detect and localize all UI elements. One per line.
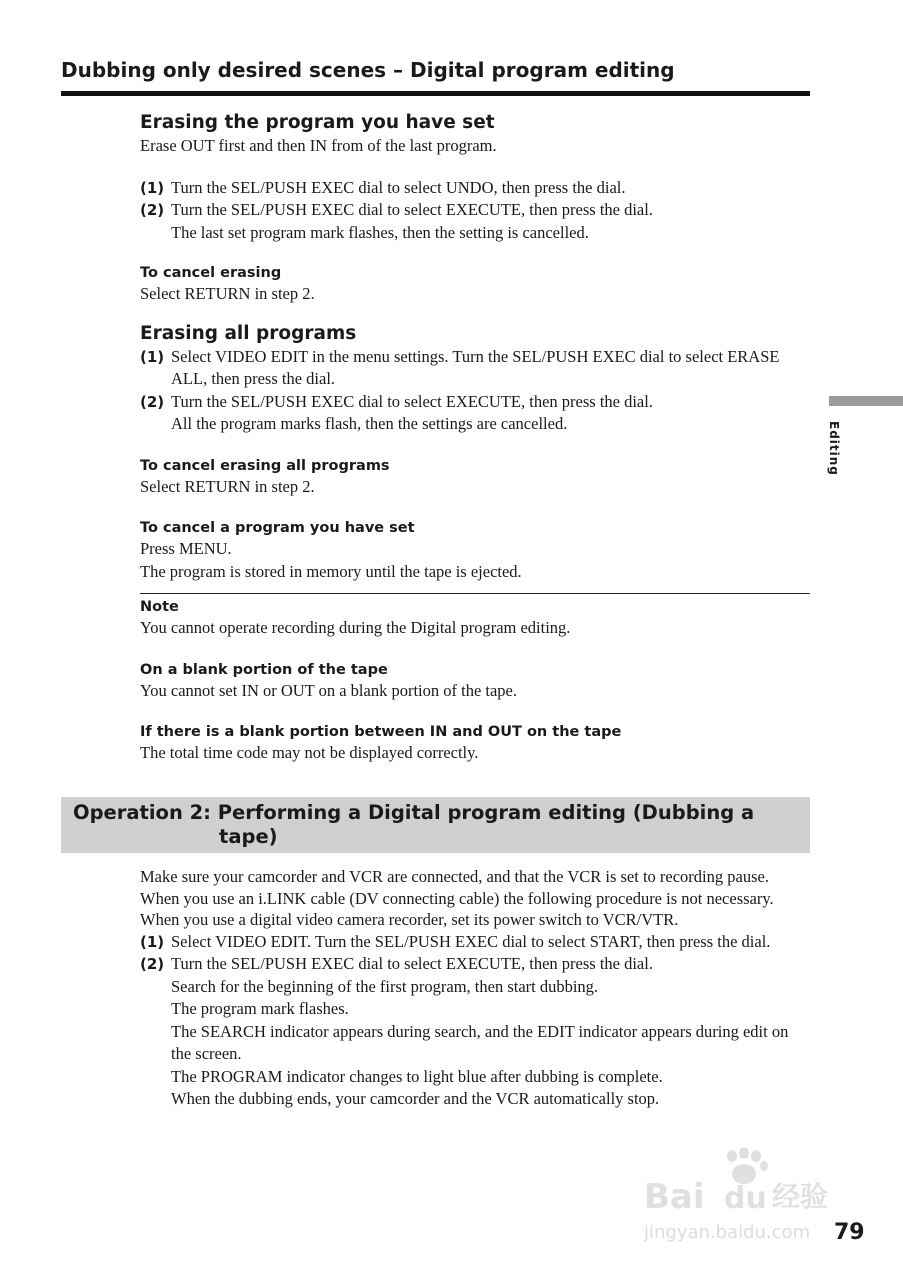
step-number: (2) <box>140 955 165 973</box>
watermark-cn: 经验 <box>772 1180 829 1213</box>
note-divider <box>140 593 810 765</box>
blank-between-heading: If there is a blank portion between IN and OUT on the tape <box>140 724 622 740</box>
erasing-program-heading: Erasing the program you have set <box>140 112 495 133</box>
watermark-brand-2: du <box>724 1181 767 1216</box>
step-text: Search for the beginning of the first program, then start dubbing. <box>171 976 599 996</box>
step-number: (1) <box>140 178 165 197</box>
step-text: Turn the SEL/PUSH EXEC dial to select UNDO, then press the dial. <box>171 177 626 197</box>
cancel-erase-all-heading: To cancel erasing all programs <box>140 457 390 474</box>
step-number: (1) <box>140 347 165 366</box>
erasing-step-2 <box>140 199 810 244</box>
operation2-content <box>140 866 810 1111</box>
step-text: The program mark flashes. <box>171 999 349 1018</box>
header-rule <box>61 91 810 96</box>
step-text: The SEARCH indicator appears during search, and the EDIT indicator appears during edit on the screen. <box>171 1021 789 1063</box>
baidu-watermark <box>640 1148 850 1248</box>
operation2-banner <box>61 797 810 853</box>
operation2-step-1 <box>140 931 810 954</box>
erasing-step-1 <box>140 177 810 200</box>
note-text: You cannot operate recording during the Digital program editing. <box>140 618 571 637</box>
erase-all-step-1 <box>140 346 810 391</box>
step-text: The PROGRAM indicator changes to light blue after dubbing is complete. <box>171 1066 663 1086</box>
step-text: Turn the SEL/PUSH EXEC dial to select EXECUTE, then press the dial. <box>171 954 653 973</box>
blank-portion-text: You cannot set IN or OUT on a blank portion of the tape. <box>140 680 517 700</box>
step-text: Select VIDEO EDIT. Turn the SEL/PUSH EXEC dial to select START, then press the dial. <box>171 931 771 951</box>
operation2-title-line-1: Operation 2: Performing a Digital program editing (Dubbing a <box>73 801 755 824</box>
erase-all-step-2 <box>140 391 810 436</box>
operation2-step-2 <box>140 953 810 1111</box>
step-text: When the dubbing ends, your camcorder and the VCR automatically stop. <box>171 1089 660 1108</box>
step-text: Select VIDEO EDIT in the menu settings. Turn the SEL/PUSH EXEC dial to select ERASE ALL, then press the dial. <box>171 346 780 388</box>
watermark-brand: Bai <box>644 1177 705 1217</box>
page-header-title: Dubbing only desired scenes – Digital program editing <box>61 58 675 82</box>
note-heading: Note <box>140 599 179 615</box>
erasing-program-intro: Erase OUT first and then IN from of the last program. <box>140 136 497 155</box>
step-number: (2) <box>140 201 165 219</box>
cancel-program-heading: To cancel a program you have set <box>140 520 415 536</box>
operation2-intro-1: Make sure your camcorder and VCR are connected, and that the VCR is set to recording pause. When you use an i.LINK cable (DV connecting cable) the following procedure is not necessary. <box>140 867 774 908</box>
step-text: Turn the SEL/PUSH EXEC dial to select EXECUTE, then press the dial. <box>171 391 653 411</box>
main-content <box>140 110 810 765</box>
cancel-erase-all-text: Select RETURN in step 2. <box>140 476 315 496</box>
step-text: The last set program mark flashes, then the setting is cancelled. <box>171 222 589 242</box>
erasing-all-heading: Erasing all programs <box>140 322 357 344</box>
operation2-intro-2: When you use a digital video camera recorder, set its power switch to VCR/VTR. <box>140 910 679 929</box>
paw-icon <box>727 1148 768 1184</box>
side-tab-label: Editing <box>827 421 841 476</box>
cancel-erasing-heading: To cancel erasing <box>140 265 282 281</box>
operation2-title <box>73 801 793 849</box>
page-number: 79 <box>834 1220 865 1245</box>
side-tab-marker <box>829 396 903 406</box>
cancel-program-line-2: The program is stored in memory until the tape is ejected. <box>140 561 522 581</box>
step-text: All the program marks flash, then the settings are cancelled. <box>171 414 568 433</box>
blank-between-text: The total time code may not be displayed correctly. <box>140 743 479 762</box>
step-number: (1) <box>140 932 165 951</box>
step-text: Turn the SEL/PUSH EXEC dial to select EXECUTE, then press the dial. <box>171 200 653 219</box>
blank-portion-heading: On a blank portion of the tape <box>140 661 388 678</box>
watermark-url: jingyan.baidu.com <box>644 1222 811 1243</box>
cancel-erasing-text: Select RETURN in step 2. <box>140 284 315 303</box>
cancel-program-line-1: Press MENU. <box>140 539 232 558</box>
operation2-title-line-2: tape) <box>219 825 278 848</box>
step-number: (2) <box>140 392 165 411</box>
